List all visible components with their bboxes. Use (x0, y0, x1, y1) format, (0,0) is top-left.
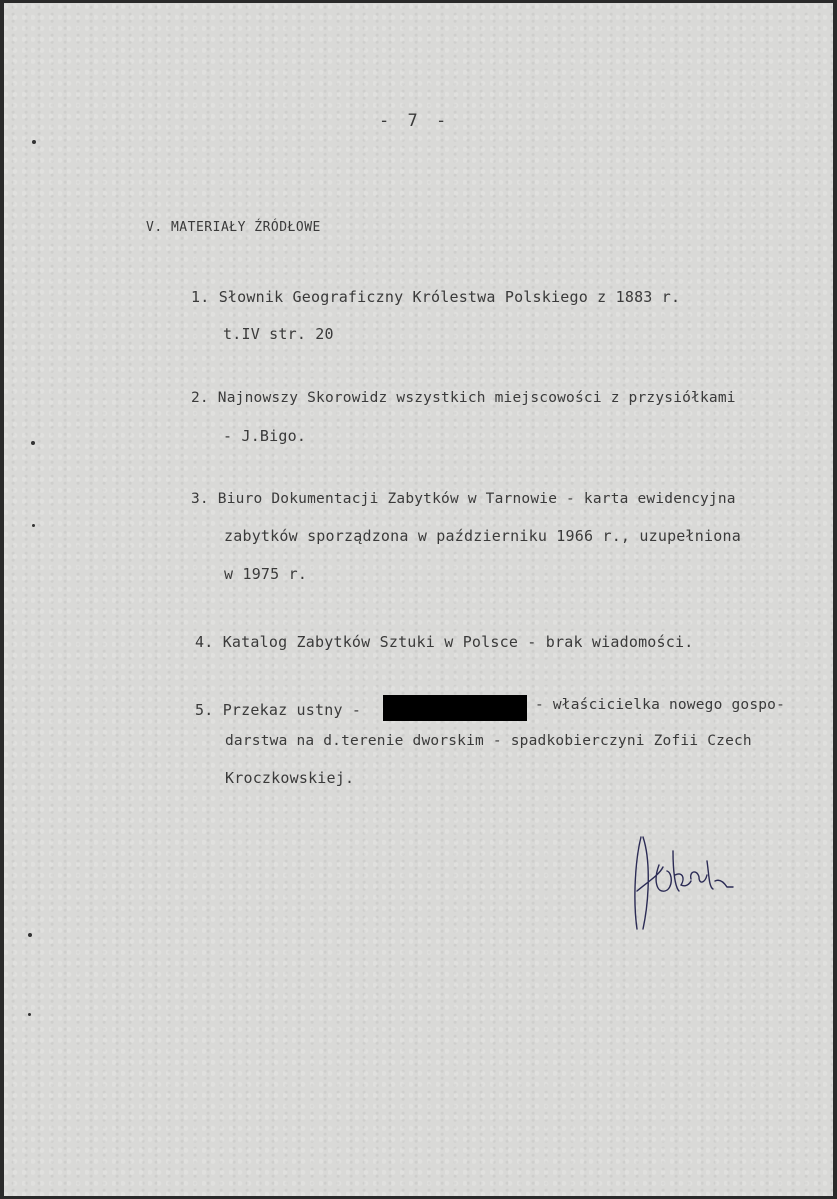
list-item-4-line-1: 4. Katalog Zabytków Sztuki w Polsce - brak wiadomości. (195, 633, 694, 651)
list-item-2-line-1: 2. Najnowszy Skorowidz wszystkich miejscowości z przysiółkami (191, 390, 736, 406)
scan-speck (32, 140, 36, 144)
list-item-5-line-3: Kroczkowskiej. (225, 769, 355, 787)
list-item-3-line-2: zabytków sporządzona w październiku 1966 r., uzupełniona (224, 527, 741, 545)
list-item-3-line-3: w 1975 r. (224, 565, 308, 583)
handwritten-signature (629, 831, 739, 945)
list-item-5-line-1-start: 5. Przekaz ustny - (195, 701, 362, 719)
list-item-1-line-2: t.IV str. 20 (223, 325, 334, 343)
redaction-bar (383, 695, 527, 721)
scan-speck (32, 524, 35, 527)
scan-speck (28, 933, 32, 937)
document-page (4, 3, 833, 1196)
scan-speck (31, 441, 35, 445)
list-item-5-line-1-end: - właścicielka nowego gospo- (535, 697, 786, 713)
section-heading: V. MATERIAŁY ŹRÓDŁOWE (146, 220, 321, 235)
list-item-5-line-2: darstwa na d.terenie dworskim - spadkobierczyni Zofii Czech (225, 733, 752, 749)
scan-speck (28, 1013, 31, 1016)
list-item-2-line-2: - J.Bigo. (223, 427, 307, 445)
list-item-3-line-1: 3. Biuro Dokumentacji Zabytków w Tarnowie - karta ewidencyjna (191, 491, 736, 507)
page-number: - 7 - (379, 111, 451, 131)
list-item-1-line-1: 1. Słownik Geograficzny Królestwa Polskiego z 1883 r. (191, 288, 681, 306)
